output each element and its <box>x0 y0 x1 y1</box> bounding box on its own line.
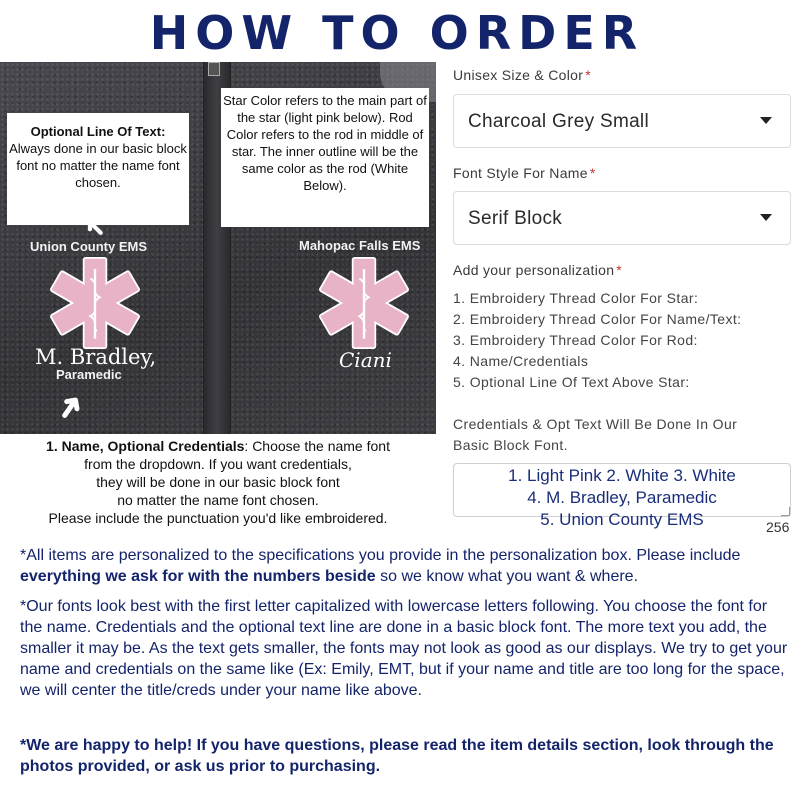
product-photo <box>0 62 436 434</box>
info-paragraph-3: *We are happy to help! If you have questions, please read the item details section, look through the photos provided, or ask us prior to purchasing. <box>20 737 774 775</box>
char-counter: 256 <box>766 519 790 535</box>
caption-line5: Please include the punctuation you'd like embroidered. <box>48 510 388 526</box>
resize-handle-icon[interactable] <box>781 507 790 516</box>
caption-line2: from the dropdown. If you want credentials, <box>84 456 352 472</box>
arrow-up-icon: ➜ <box>46 385 92 429</box>
optional-line-note-title: Optional Line Of Text: <box>30 124 166 139</box>
star-of-life-left-icon <box>48 256 142 350</box>
size-color-select[interactable] <box>453 94 791 148</box>
instruction-1: 1. Embroidery Thread Color For Star: <box>453 290 699 306</box>
info-paragraph-2: *Our fonts look best with the first letter capitalized with lowercase letters following. You choose the font for the name. Credentials and the optional text line are done in a basic block font. The more text you add, the smaller it may be. As the text gets smaller, the fonts may not look as good as our displays. We try to get your name and credentials on the same like (Ex: Emily, EMT, but if your name and title are too long for the space, we will center the title/creds under your name like above. <box>20 598 788 699</box>
left-title-text: Paramedic <box>56 367 122 382</box>
zipper-pull <box>208 62 220 76</box>
right-top-text: Mahopac Falls EMS <box>299 238 421 253</box>
star-of-life-right-icon <box>317 256 411 350</box>
caption-line1: : Choose the name font <box>244 438 390 454</box>
font-style-select[interactable] <box>453 191 791 245</box>
textarea-line-2: 4. M. Bradley, Paramedic <box>527 488 717 507</box>
textarea-line-1: 1. Light Pink 2. White 3. White <box>508 466 736 485</box>
font-style-label: Font Style For Name * <box>453 165 596 181</box>
caption-line3: they will be done in our basic block font <box>96 474 340 490</box>
size-color-label: Unisex Size & Color * <box>453 67 591 83</box>
instruction-5: 5. Optional Line Of Text Above Star: <box>453 374 690 390</box>
arrow-down-left-icon: ➜ <box>76 209 113 247</box>
info-paragraph-1-bold: everything we ask for with the numbers beside <box>20 568 376 585</box>
chevron-down-icon <box>760 214 772 221</box>
instruction-4: 4. Name/Credentials <box>453 353 589 369</box>
left-top-text: Union County EMS <box>30 239 147 254</box>
font-style-value: Serif Block <box>468 208 563 229</box>
caption-bold: 1. Name, Optional Credentials <box>46 438 245 454</box>
info-paragraph-1: *All items are personalized to the specifications you provide in the personalization box. Please include everything we ask for with the numbers beside so we know what you want & where. <box>20 547 741 585</box>
instruction-3: 3. Embroidery Thread Color For Rod: <box>453 332 698 348</box>
credentials-note-2: Basic Block Font. <box>453 437 568 453</box>
size-color-value: Charcoal Grey Small <box>468 111 649 132</box>
required-mark: * <box>589 165 596 181</box>
name-caption <box>0 437 436 527</box>
caption-line4: no matter the name font chosen. <box>117 492 319 508</box>
required-mark: * <box>585 67 591 83</box>
left-name-text: M. Bradley, <box>35 345 157 369</box>
required-mark: * <box>616 262 623 278</box>
instruction-2: 2. Embroidery Thread Color For Name/Text: <box>453 311 742 327</box>
chevron-down-icon <box>760 117 772 124</box>
page-title: HOW TO ORDER <box>149 6 645 60</box>
right-name-text: Ciani <box>339 348 392 372</box>
textarea-line-3: 5. Union County EMS <box>540 510 704 529</box>
optional-line-note-body: Always done in our basic block font no matter the name font chosen. <box>9 141 187 190</box>
credentials-note-1: Credentials & Opt Text Will Be Done In Our <box>453 416 738 432</box>
personalization-label: Add your personalization * <box>453 262 623 278</box>
star-color-note: Star Color refers to the main part of the star (light pink below). Rod Color refers to the rod in middle of star. The inner outline will be the same color as the rod (White Below). <box>221 88 429 227</box>
